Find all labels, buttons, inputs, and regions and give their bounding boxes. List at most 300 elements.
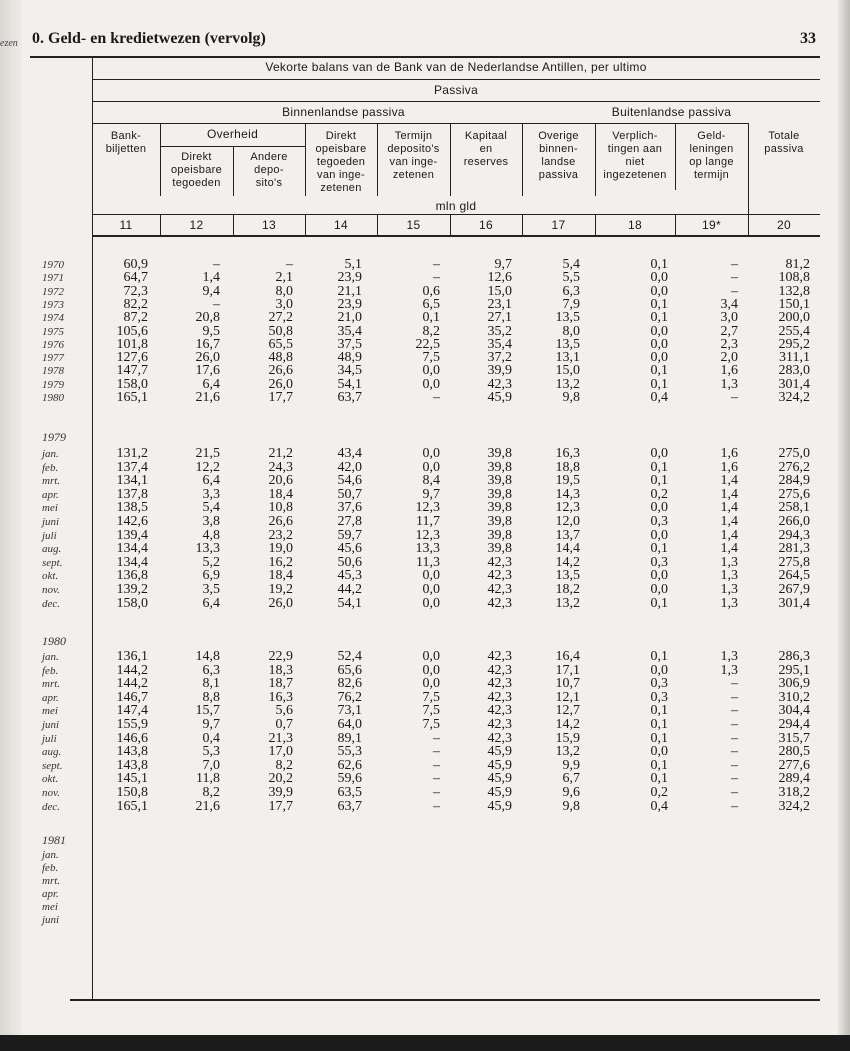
table-cell: 18,8: [555, 459, 580, 475]
table-cell: 0,0: [650, 446, 668, 461]
table-cell: 284,9: [778, 473, 810, 489]
table-cell: 12,6: [487, 270, 512, 286]
row-label: juli: [42, 529, 57, 542]
table-cell: 42,3: [487, 717, 512, 732]
column-rule: [377, 214, 378, 236]
table-cell: 55,3: [337, 744, 362, 760]
table-cell: 306,9: [778, 676, 810, 692]
table-cell: 267,9: [778, 582, 810, 597]
table-cell: 26,0: [195, 350, 220, 366]
table-cell: 65,5: [268, 336, 293, 352]
rule: [92, 79, 820, 80]
table-cell: 134,1: [116, 473, 148, 489]
table-cell: 0,1: [650, 296, 668, 312]
table-cell: 13,2: [555, 744, 580, 760]
row-label: okt.: [42, 773, 59, 786]
table-cell: 21,2: [268, 446, 293, 461]
unit-label: mln gld: [435, 199, 477, 213]
column-header: Andere depo- sito's: [250, 151, 288, 189]
page-number: 33: [800, 30, 816, 47]
table-cell: 14,2: [555, 717, 580, 732]
table-cell: 0,1: [650, 257, 668, 272]
table-cell: 295,2: [778, 336, 810, 352]
table-cell: 1,4: [720, 486, 738, 502]
table-cell: 6,7: [562, 771, 580, 787]
table-cell: 42,3: [487, 554, 512, 570]
table-cell: 275,0: [778, 446, 810, 461]
table-cell: 39,9: [487, 363, 512, 379]
table-cell: 0,1: [650, 595, 668, 611]
table-cell: 13,3: [195, 541, 220, 557]
table-cell: 45,6: [337, 541, 362, 557]
table-cell: –: [731, 730, 738, 746]
table-cell: 18,2: [555, 582, 580, 597]
table-cell: 1,4: [202, 270, 220, 286]
table-cell: 17,0: [268, 744, 293, 760]
table-cell: 59,7: [337, 527, 362, 543]
table-cell: 6,3: [562, 283, 580, 299]
table-cell: 1,4: [720, 500, 738, 516]
table-cell: 45,3: [337, 568, 362, 584]
table-cell: 27,8: [337, 514, 362, 529]
table-cell: 294,4: [778, 717, 810, 732]
table-cell: 275,8: [778, 554, 810, 570]
table-cell: 14,2: [555, 554, 580, 570]
table-cell: 3,5: [202, 582, 220, 597]
row-label: mrt.: [42, 475, 61, 488]
table-cell: 12,1: [555, 689, 580, 705]
table-cell: 1,3: [720, 568, 738, 584]
table-cell: –: [731, 270, 738, 286]
row-label: mei: [42, 502, 58, 515]
row-label: juni: [42, 914, 60, 926]
table-cell: 13,5: [555, 568, 580, 584]
table-cell: 146,7: [116, 689, 148, 705]
table-cell: 13,5: [555, 336, 580, 352]
table-cell: 1,6: [720, 363, 738, 379]
table-cell: 45,9: [487, 744, 512, 760]
table-cell: 143,8: [116, 757, 148, 773]
table-cell: 0,7: [275, 717, 293, 732]
table-cell: –: [433, 730, 440, 746]
table-cell: –: [433, 771, 440, 787]
table-cell: 0,0: [650, 283, 668, 299]
table-cell: –: [731, 257, 738, 272]
table-cell: 17,1: [555, 662, 580, 678]
table-cell: 9,7: [494, 257, 512, 272]
column-rule: [450, 123, 451, 196]
table-cell: 144,2: [116, 676, 148, 692]
rule: [92, 235, 820, 237]
table-cell: 7,5: [422, 703, 440, 719]
table-cell: 6,5: [422, 296, 440, 312]
table-cell: 64,7: [123, 270, 148, 286]
table-cell: 311,1: [779, 350, 810, 366]
table-cell: 7,0: [202, 757, 220, 773]
table-cell: 132,8: [778, 283, 810, 299]
column-rule: [233, 214, 234, 236]
table-cell: 54,1: [337, 376, 362, 392]
table-cell: 39,8: [487, 500, 512, 516]
table-cell: 26,0: [268, 595, 293, 611]
table-cell: 82,2: [123, 296, 148, 312]
table-cell: –: [213, 257, 220, 272]
table-cell: 3,0: [275, 296, 293, 312]
table-cell: 15,0: [487, 283, 512, 299]
row-label: 1977: [42, 352, 64, 365]
row-label: apr.: [42, 488, 59, 501]
table-cell: 42,3: [487, 595, 512, 611]
table-cell: 23,9: [337, 270, 362, 286]
table-cell: 0,1: [650, 459, 668, 475]
table-cell: 155,9: [116, 717, 148, 732]
table-cell: 37,5: [337, 336, 362, 352]
table-cell: –: [731, 757, 738, 773]
table-cell: 72,3: [123, 283, 148, 299]
table-cell: 18,7: [268, 676, 293, 692]
table-cell: 1,3: [720, 582, 738, 597]
table-cell: 82,6: [337, 676, 362, 692]
table-cell: 9,8: [562, 390, 580, 405]
table-cell: 1,4: [720, 541, 738, 557]
table-cell: 0,0: [650, 336, 668, 352]
table-cell: 23,2: [268, 527, 293, 543]
table-cell: 10,7: [555, 676, 580, 692]
row-label: nov.: [42, 584, 60, 596]
table-cell: 134,4: [116, 554, 148, 570]
table-cell: 165,1: [116, 390, 148, 405]
table-cell: 44,2: [337, 582, 362, 597]
table-cell: 3,3: [202, 486, 220, 502]
group-label: 1979: [42, 430, 66, 444]
column-rule: [675, 214, 676, 236]
table-cell: 5,4: [562, 257, 580, 272]
table-cell: 5,5: [562, 270, 580, 286]
column-rule: [595, 214, 596, 236]
table-cell: 0,1: [650, 757, 668, 773]
table-cell: 17,7: [268, 798, 293, 814]
table-cell: 22,5: [415, 336, 440, 352]
table-cell: 15,9: [555, 730, 580, 746]
row-label: aug.: [42, 746, 62, 759]
table-cell: 131,2: [116, 446, 148, 461]
table-cell: 9,4: [202, 283, 220, 299]
table-cell: 143,8: [116, 744, 148, 760]
column-rule: [305, 214, 306, 236]
table-cell: 0,1: [650, 703, 668, 719]
table-cell: 11,8: [196, 771, 220, 787]
table-cell: 39,8: [487, 446, 512, 461]
table-cell: 289,4: [778, 771, 810, 787]
table-cell: 0,0: [650, 500, 668, 516]
column-number: 19*: [702, 218, 721, 232]
table-cell: –: [731, 689, 738, 705]
stub-divider: [92, 56, 93, 1000]
table-cell: 310,2: [778, 689, 810, 705]
table-cell: 275,6: [778, 486, 810, 502]
table-cell: 158,0: [116, 376, 148, 392]
column-header: Totale passiva: [764, 130, 804, 155]
table-cell: 12,3: [555, 500, 580, 516]
table-cell: 0,0: [422, 568, 440, 584]
table-cell: 39,9: [268, 785, 293, 800]
table-cell: 0,0: [650, 582, 668, 597]
table-cell: 13,2: [555, 595, 580, 611]
table-cell: 12,2: [195, 459, 220, 475]
table-cell: 283,0: [778, 363, 810, 379]
table-cell: 65,6: [337, 662, 362, 678]
table-bottom-rule: [70, 999, 820, 1001]
table-cell: 89,1: [337, 730, 362, 746]
row-label: 1972: [42, 285, 64, 298]
table-cell: 0,0: [650, 350, 668, 366]
table-cell: 150,1: [778, 296, 810, 312]
scan-border: [0, 1035, 850, 1051]
table-cell: 286,3: [778, 649, 810, 664]
table-cell: 3,0: [720, 310, 738, 326]
table-cell: 23,9: [337, 296, 362, 312]
table-cell: 19,0: [268, 541, 293, 557]
table-cell: 7,5: [422, 717, 440, 732]
column-number: 15: [406, 218, 421, 232]
table-cell: 276,2: [778, 459, 810, 475]
table-cell: 13,7: [555, 527, 580, 543]
table-cell: –: [433, 390, 440, 405]
table-cell: 45,9: [487, 390, 512, 405]
table-cell: 48,8: [268, 350, 293, 366]
table-cell: 16,7: [195, 336, 220, 352]
table-cell: 150,8: [116, 785, 148, 800]
table-cell: 127,6: [116, 350, 148, 366]
table-cell: 50,6: [337, 554, 362, 570]
table-cell: 0,4: [650, 798, 668, 814]
table-cell: 52,4: [337, 649, 362, 664]
table-cell: 0,1: [650, 363, 668, 379]
table-cell: 76,2: [337, 689, 362, 705]
table-cell: 1,6: [720, 459, 738, 475]
table-cell: 42,3: [487, 689, 512, 705]
row-label: juni: [42, 516, 60, 528]
row-label: 1976: [42, 338, 64, 351]
table-cell: 43,4: [337, 446, 362, 461]
table-cell: 258,1: [778, 500, 810, 516]
table-cell: 0,0: [650, 662, 668, 678]
column-header: Overige binnen- landse passiva: [538, 130, 579, 181]
table-cell: 8,1: [202, 676, 220, 692]
table-cell: 1,4: [720, 514, 738, 529]
table-cell: 45,9: [487, 798, 512, 814]
table-cell: 59,6: [337, 771, 362, 787]
table-cell: 12,7: [555, 703, 580, 719]
row-label: 1978: [42, 365, 64, 378]
table-cell: –: [731, 798, 738, 814]
previous-page-edge: [0, 0, 22, 1051]
rule: [92, 101, 820, 102]
table-cell: 9,7: [422, 486, 440, 502]
row-label: jan.: [42, 448, 59, 460]
table-caption: Vekorte balans van de Bank van de Nederlandse Antillen, per ultimo: [265, 60, 647, 74]
row-label: feb.: [42, 461, 59, 474]
table-cell: 0,0: [422, 662, 440, 678]
table-cell: 0,0: [422, 676, 440, 692]
table-cell: 1,3: [720, 376, 738, 392]
column-header: Geld- leningen op lange termijn: [689, 130, 734, 181]
table-cell: 6,4: [202, 595, 220, 611]
table-cell: 0,0: [422, 582, 440, 597]
table-cell: 0,1: [650, 730, 668, 746]
row-label: jan.: [42, 651, 59, 663]
table-cell: 16,3: [555, 446, 580, 461]
table-cell: 22,9: [268, 649, 293, 664]
column-rule: [675, 123, 676, 190]
table-cell: 42,3: [487, 676, 512, 692]
row-label: sept.: [42, 759, 63, 772]
table-cell: 6,4: [202, 473, 220, 489]
table-cell: 42,3: [487, 730, 512, 746]
table-cell: 301,4: [778, 595, 810, 611]
table-cell: 2,0: [720, 350, 738, 366]
row-label: juli: [42, 732, 57, 745]
table-cell: 6,3: [202, 662, 220, 678]
column-number: 12: [189, 218, 204, 232]
table-cell: 139,2: [116, 582, 148, 597]
table-cell: 264,5: [778, 568, 810, 584]
table-cell: –: [213, 296, 220, 312]
row-label: mrt.: [42, 678, 61, 691]
table-cell: 147,7: [116, 363, 148, 379]
column-number: 16: [479, 218, 493, 232]
table-cell: 45,9: [487, 757, 512, 773]
column-header: Kapitaal en reserves: [463, 130, 509, 168]
row-label: 1973: [42, 298, 64, 311]
table-cell: 42,3: [487, 582, 512, 597]
table-cell: –: [286, 257, 293, 272]
table-cell: 63,7: [337, 390, 362, 405]
column-number: 18: [628, 218, 642, 232]
page-title: 0. Geld- en kredietwezen (vervolg): [32, 30, 266, 47]
column-number: 17: [551, 218, 566, 232]
table-cell: 60,9: [123, 257, 148, 272]
table-cell: 137,4: [116, 459, 148, 475]
table-cell: 26,0: [268, 376, 293, 392]
table-cell: 315,7: [778, 730, 810, 746]
table-cell: 64,0: [337, 717, 362, 732]
table-cell: 1,3: [720, 554, 738, 570]
table-cell: 17,7: [268, 390, 293, 405]
page-edge-shadow: [838, 0, 850, 1040]
table-cell: 39,8: [487, 541, 512, 557]
column-header: Termijn deposito's van inge- zetenen: [387, 130, 440, 181]
table-cell: 144,2: [116, 662, 148, 678]
buitenlandse-header: Buitenlandse passiva: [611, 105, 732, 119]
table-cell: 2,7: [720, 323, 738, 339]
table-cell: 8,2: [202, 785, 220, 800]
table-cell: 145,1: [116, 771, 148, 787]
table-cell: –: [731, 703, 738, 719]
table-cell: 277,6: [778, 757, 810, 773]
table-cell: 26,6: [268, 363, 293, 379]
table-cell: 324,2: [778, 798, 810, 814]
table-top-rule: [30, 56, 820, 58]
table-cell: 0,1: [650, 376, 668, 392]
table-cell: 10,8: [268, 500, 293, 516]
table-cell: 266,0: [778, 514, 810, 529]
table-cell: 21,6: [195, 798, 220, 814]
table-cell: 11,3: [416, 554, 440, 570]
table-cell: 27,2: [268, 310, 293, 326]
table-cell: 158,0: [116, 595, 148, 611]
column-rule: [522, 214, 523, 236]
table-cell: 18,4: [268, 568, 293, 584]
table-cell: 165,1: [116, 798, 148, 814]
table-cell: –: [433, 744, 440, 760]
table-cell: 8,2: [422, 323, 440, 339]
table-cell: 2,3: [720, 336, 738, 352]
table-cell: 39,8: [487, 514, 512, 529]
column-number: 20: [777, 218, 791, 232]
table-cell: 0,1: [650, 649, 668, 664]
table-cell: –: [433, 785, 440, 800]
column-rule: [160, 123, 161, 196]
table-cell: 0,0: [422, 363, 440, 379]
table-cell: 280,5: [778, 744, 810, 760]
column-rule: [377, 123, 378, 196]
table-cell: 27,1: [487, 310, 512, 326]
table-cell: 5,6: [275, 703, 293, 719]
row-label: 1971: [42, 272, 64, 285]
row-label: juni: [42, 719, 60, 731]
table-cell: 138,5: [116, 500, 148, 516]
row-label: mei: [42, 901, 58, 913]
table-cell: 37,2: [487, 350, 512, 366]
table-cell: 16,3: [268, 689, 293, 705]
table-cell: 20,6: [268, 473, 293, 489]
row-label: 1980: [42, 392, 64, 404]
table-cell: 281,3: [778, 541, 810, 557]
table-cell: 37,6: [337, 500, 362, 516]
group-label: 1981: [42, 833, 66, 847]
table-cell: 19,2: [268, 582, 293, 597]
table-cell: 21,6: [195, 390, 220, 405]
column-rule: [233, 146, 234, 196]
table-cell: 0,1: [422, 310, 440, 326]
column-number: 14: [334, 218, 348, 232]
passiva-header: Passiva: [433, 83, 479, 97]
row-label: feb.: [42, 664, 59, 677]
column-rule: [450, 214, 451, 236]
table-cell: 20,2: [268, 771, 293, 787]
table-cell: 318,2: [778, 785, 810, 800]
table-cell: 63,5: [337, 785, 362, 800]
table-cell: 81,2: [785, 257, 810, 272]
table-cell: 0,1: [650, 541, 668, 557]
table-cell: 35,2: [487, 323, 512, 339]
group-label: 1980: [42, 634, 66, 648]
table-cell: –: [731, 676, 738, 692]
table-cell: 9,9: [562, 757, 580, 773]
overheid-header: Overheid: [206, 127, 259, 141]
table-cell: 0,0: [422, 649, 440, 664]
table-cell: 42,3: [487, 376, 512, 392]
table-cell: 0,0: [650, 527, 668, 543]
row-label: 1979: [42, 378, 64, 391]
table-cell: 8,8: [202, 689, 220, 705]
table-cell: 39,8: [487, 473, 512, 489]
table-cell: 9,6: [562, 785, 580, 800]
table-cell: 39,8: [487, 486, 512, 502]
table-cell: 54,1: [337, 595, 362, 611]
table-cell: 6,9: [202, 568, 220, 584]
